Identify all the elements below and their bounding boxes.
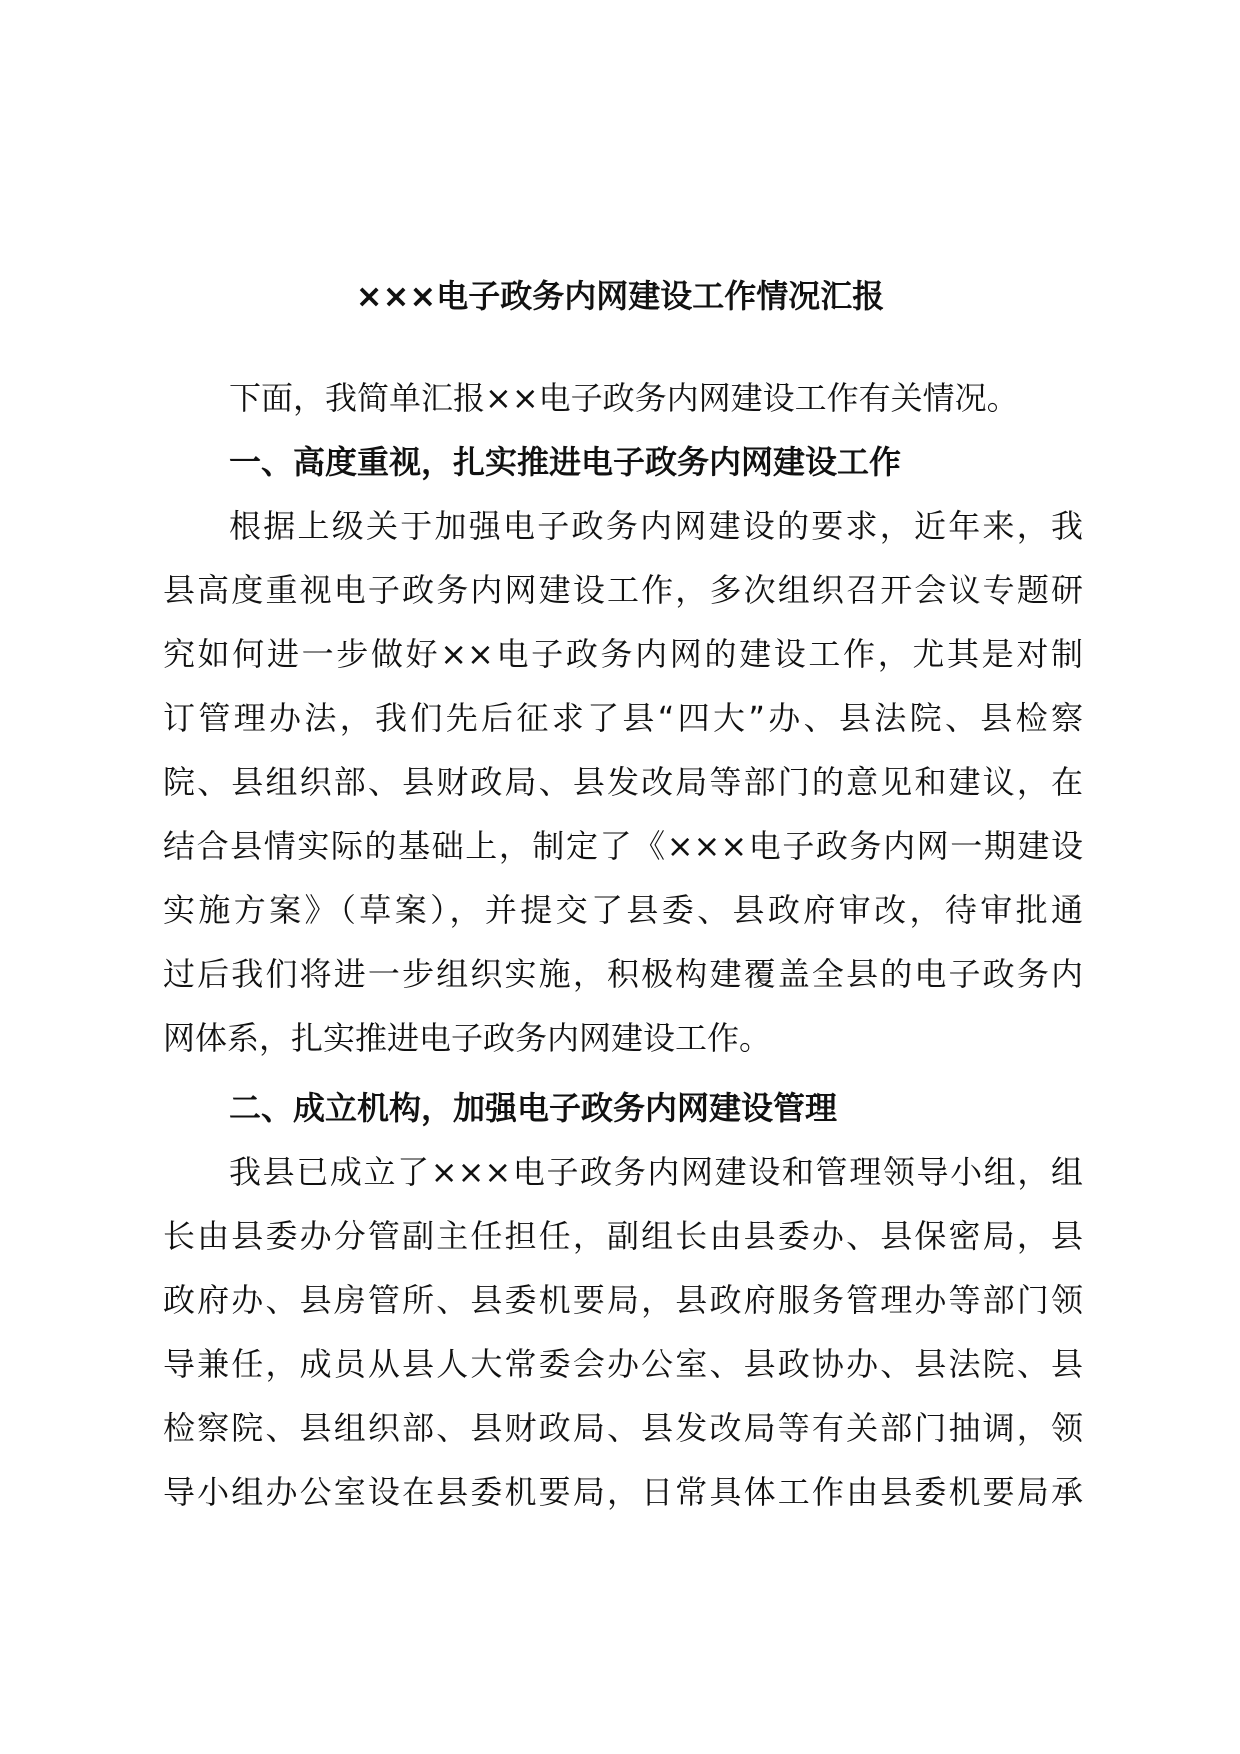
section-2 (163, 1076, 1083, 1524)
document-title: ×××电子政务内网建设工作情况汇报 (355, 277, 885, 315)
paragraph-line: 网体系，扎实推进电子政务内网建设工作。 (163, 1019, 772, 1057)
paragraph-line: 我县已成立了×××电子政务内网建设和管理领导小组，组 (229, 1153, 1083, 1191)
paragraph-line: 结合县情实际的基础上，制定了《×××电子政务内网一期建设 (163, 827, 1083, 865)
paragraph-line: 订管理办法，我们先后征求了县“四大”办、县法院、县检察 (163, 699, 1083, 737)
intro-paragraph (163, 366, 1083, 430)
section-1-heading: 一、高度重视，扎实推进电子政务内网建设工作 (229, 443, 902, 481)
section-1 (163, 430, 1083, 1070)
intro-line: 下面，我简单汇报××电子政务内网建设工作有关情况。 (229, 379, 1019, 417)
paragraph-line: 实施方案》（草案），并提交了县委、县政府审改，待审批通 (163, 891, 1083, 929)
section-2-heading: 二、成立机构，加强电子政务内网建设管理 (229, 1089, 838, 1127)
paragraph-line: 导兼任，成员从县人大常委会办公室、县政协办、县法院、县 (163, 1345, 1083, 1383)
paragraph-line: 长由县委办分管副主任担任，副组长由县委办、县保密局，县 (163, 1217, 1083, 1255)
paragraph-line: 导小组办公室设在县委机要局，日常具体工作由县委机要局承 (163, 1473, 1083, 1511)
paragraph-line: 政府办、县房管所、县委机要局，县政府服务管理办等部门领 (163, 1281, 1083, 1319)
paragraph-line: 县高度重视电子政务内网建设工作，多次组织召开会议专题研 (163, 571, 1083, 609)
paragraph-line: 检察院、县组织部、县财政局、县发改局等有关部门抽调，领 (163, 1409, 1083, 1447)
paragraph-line: 究如何进一步做好××电子政务内网的建设工作，尤其是对制 (163, 635, 1083, 673)
paragraph-line: 根据上级关于加强电子政务内网建设的要求，近年来，我 (229, 507, 1083, 545)
paragraph-line: 过后我们将进一步组织实施，积极构建覆盖全县的电子政务内 (163, 955, 1083, 993)
paragraph-line: 院、县组织部、县财政局、县发改局等部门的意见和建议，在 (163, 763, 1083, 801)
